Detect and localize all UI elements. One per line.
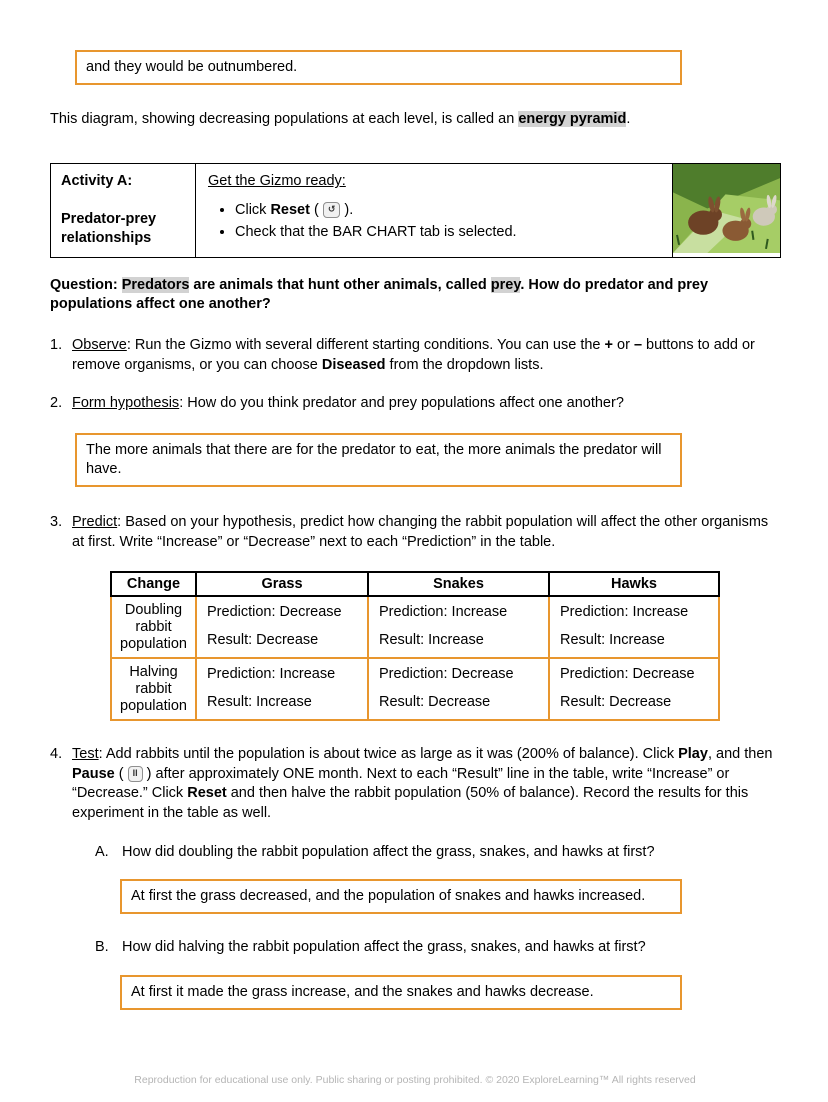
ready-step-reset — [235, 201, 660, 221]
ready-step-bar-chart-tab — [235, 223, 660, 243]
reset-button-icon: ↺ — [323, 202, 341, 218]
answer-box-outnumbered[interactable]: and they would be outnumbered. — [75, 50, 682, 85]
text-segment: Diseased — [321, 356, 386, 373]
pause-button-icon: II — [128, 766, 143, 782]
text-segment: Reset — [270, 201, 310, 218]
text-segment: . — [626, 111, 631, 128]
text-segment: : Based on your hypothesis, predict how changing the rabbit population will affect the other organisms at first. Write “Increase” or “Decrease” next to each “Prediction” in the table. — [72, 514, 769, 550]
sub-question-letter: B. — [95, 939, 109, 956]
prediction-value: Prediction: Decrease — [560, 666, 695, 683]
table-row-doubling — [111, 596, 719, 658]
col-header-grass: Grass — [196, 572, 368, 596]
highlighted-term-energy-pyramid: energy pyramid — [518, 111, 627, 128]
activity-header-table — [50, 163, 781, 258]
prediction-table — [110, 571, 720, 721]
col-header-change: Change — [111, 572, 196, 596]
step-text — [72, 513, 780, 552]
text-segment: Observe — [72, 337, 127, 354]
col-header-snakes: Snakes — [368, 572, 549, 596]
answer-box-b[interactable]: At first it made the grass increase, and the snakes and hawks decrease. — [120, 975, 682, 1010]
cell-doubling-snakes[interactable] — [368, 596, 549, 658]
step-text — [72, 745, 780, 823]
text-segment: Play — [678, 746, 708, 763]
sub-question-text: How did halving the rabbit population affect the grass, snakes, and hawks at first? — [122, 939, 646, 956]
answer-box-hypothesis[interactable]: The more animals that there are for the predator to eat, the more animals the predator will have. — [75, 433, 682, 487]
table-row-halving — [111, 658, 719, 720]
table-header-row — [111, 572, 719, 596]
prediction-value: Prediction: Increase — [560, 604, 689, 621]
result-value: Result: Decrease — [560, 694, 672, 711]
result-value: Result: Increase — [207, 694, 312, 711]
activity-name: Predator-prey relationships — [61, 211, 157, 247]
activity-image-cell — [673, 164, 781, 258]
prediction-value: Prediction: Decrease — [207, 604, 342, 621]
highlighted-term-predators: Predators — [121, 276, 190, 293]
rabbits-illustration — [673, 164, 780, 253]
sub-question-letter: A. — [95, 843, 109, 860]
step-number: 1. — [50, 337, 63, 354]
gizmo-ready-heading: Get the Gizmo ready: — [208, 173, 346, 190]
text-segment: . How do predator and prey populations affect one another? — [50, 276, 709, 313]
cell-doubling-grass[interactable] — [196, 596, 368, 658]
energy-pyramid-paragraph — [50, 110, 780, 129]
answer-box-a[interactable]: At first the grass decreased, and the population of snakes and hawks increased. — [120, 879, 682, 914]
text-segment: Check that the BAR CHART tab is selected. — [235, 224, 517, 241]
step-number: 3. — [50, 514, 63, 531]
result-value: Result: Increase — [379, 632, 484, 649]
text-segment: are animals that hunt other animals, called — [189, 276, 491, 293]
text-segment: or — [612, 337, 634, 354]
sub-question-a — [95, 843, 780, 863]
text-segment: and then halve the rabbit population (50% of balance). Record the results for this experiment in the table as well. — [72, 785, 749, 821]
step-4-test — [50, 745, 780, 823]
col-header-hawks: Hawks — [549, 572, 719, 596]
text-segment: Reset — [187, 785, 227, 802]
text-segment: This diagram, showing decreasing populations at each level, is called an — [50, 111, 519, 128]
text-segment: – — [633, 337, 643, 354]
text-segment: , and then — [707, 746, 773, 763]
step-text — [72, 336, 780, 375]
text-segment: Test — [72, 746, 99, 763]
question-text — [50, 276, 780, 314]
prediction-value: Prediction: Increase — [379, 604, 508, 621]
step-1-observe — [50, 336, 780, 375]
activity-title-cell — [51, 164, 196, 258]
text-segment: Pause — [72, 765, 115, 782]
text-segment: ). — [340, 201, 354, 218]
text-segment: + — [604, 337, 613, 354]
result-value: Result: Increase — [560, 632, 665, 649]
text-segment: ( — [309, 201, 323, 218]
cell-halving-hawks[interactable] — [549, 658, 719, 720]
prediction-value: Prediction: Increase — [207, 666, 336, 683]
activity-label: Activity A: — [61, 173, 133, 190]
text-segment: Click — [235, 201, 271, 218]
text-segment: : How do you think predator and prey populations affect one another? — [179, 395, 624, 412]
gizmo-ready-cell — [196, 164, 673, 258]
copyright-footer: Reproduction for educational use only. Public sharing or posting prohibited. © 2020 ExploreLearning™ All rights reserved — [134, 1073, 696, 1086]
prediction-value: Prediction: Decrease — [379, 666, 514, 683]
text-segment: from the dropdown lists. — [385, 356, 544, 373]
gizmo-ready-steps — [235, 201, 660, 243]
row-label-doubling: Doubling rabbit population — [111, 596, 196, 658]
cell-halving-snakes[interactable] — [368, 658, 549, 720]
step-number: 2. — [50, 395, 63, 412]
step-2-form-hypothesis — [50, 394, 780, 414]
sub-question-text: How did doubling the rabbit population affect the grass, snakes, and hawks at first? — [122, 843, 655, 860]
cell-halving-grass[interactable] — [196, 658, 368, 720]
step-text — [72, 394, 780, 414]
text-segment: buttons to add or remove organisms, or you can choose — [72, 337, 755, 373]
step-number: 4. — [50, 746, 63, 763]
text-segment: Form hypothesis — [72, 395, 180, 412]
step-3-predict — [50, 513, 780, 552]
highlighted-term-prey: prey — [490, 276, 521, 293]
result-value: Result: Decrease — [207, 632, 319, 649]
text-segment: Question: — [50, 276, 122, 293]
sub-question-b — [95, 938, 780, 958]
cell-doubling-hawks[interactable] — [549, 596, 719, 658]
row-label-halving: Halving rabbit population — [111, 658, 196, 720]
text-segment: ) after approximately ONE month. Next to each “Result” line in the table, write “Increase” or “Decrease.” Click — [72, 765, 730, 802]
text-segment: ( — [114, 765, 128, 782]
text-segment: Predict — [72, 514, 118, 531]
text-segment: : Add rabbits until the population is about twice as large as it was (200% of balance). Click — [98, 746, 679, 763]
text-segment: : Run the Gizmo with several different starting conditions. You can use the — [126, 337, 605, 354]
result-value: Result: Decrease — [379, 694, 491, 711]
